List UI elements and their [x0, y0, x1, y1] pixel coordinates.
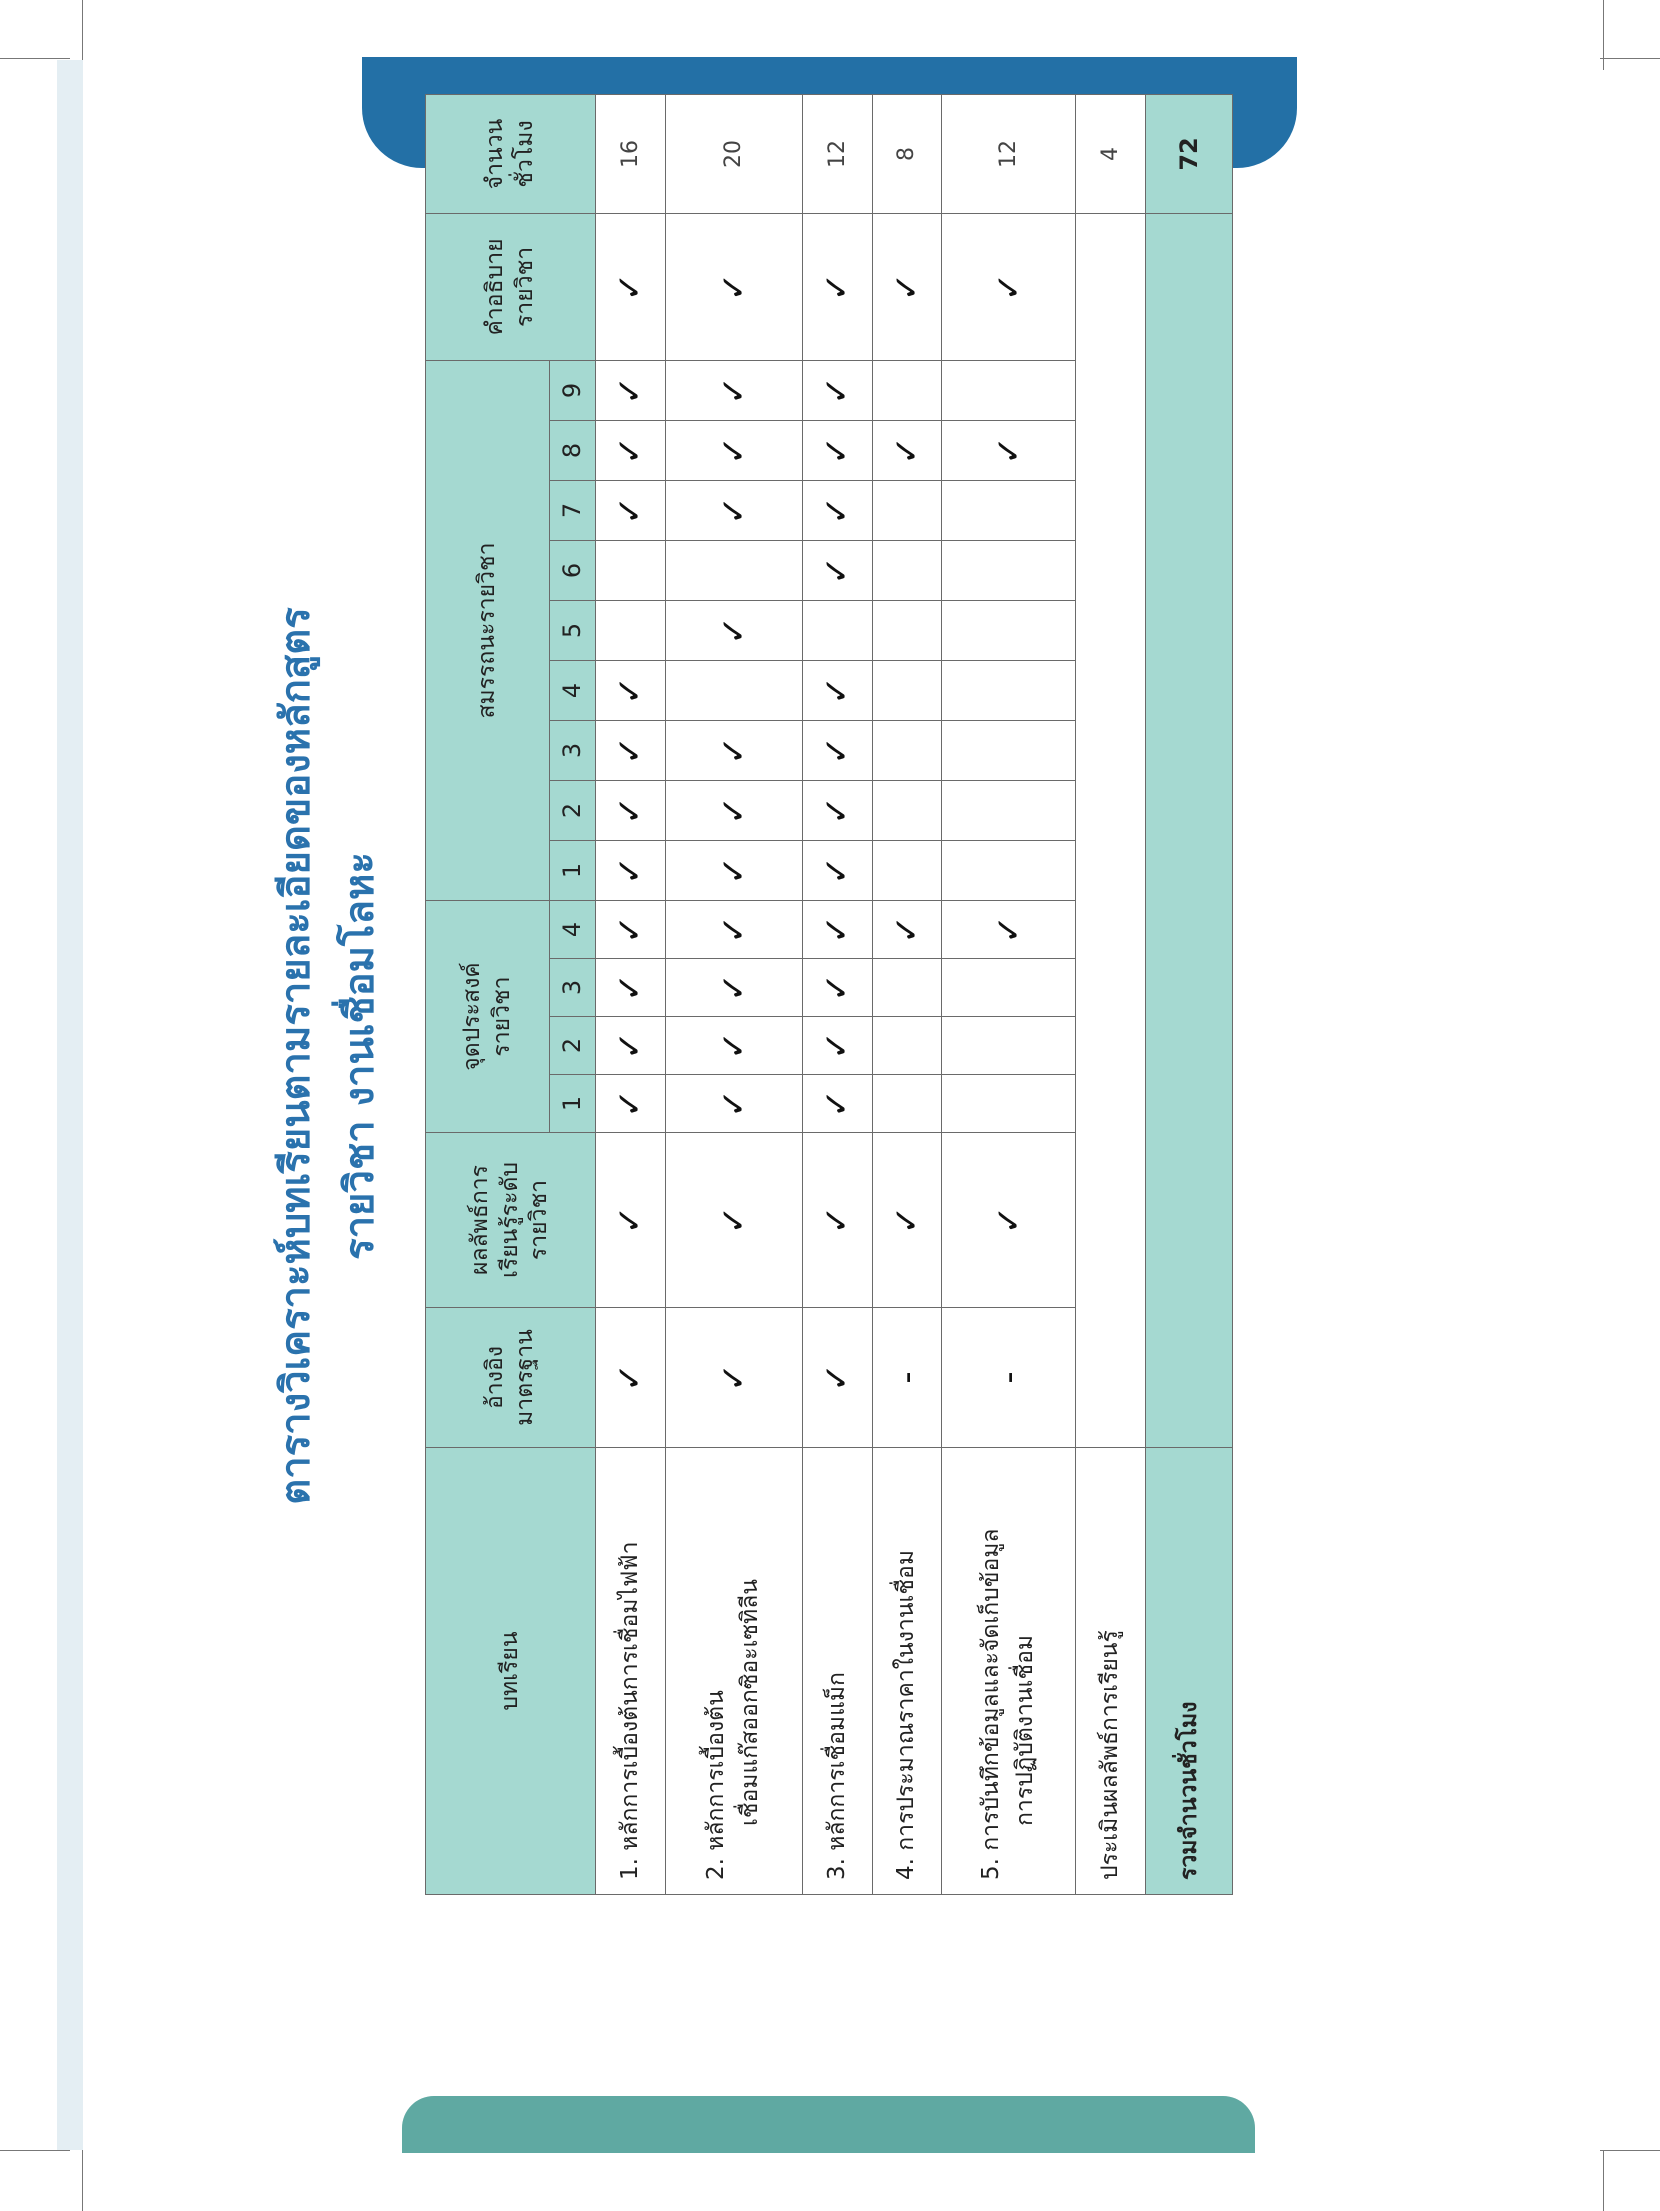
header-course-description: คำอธิบาย รายวิชา	[426, 213, 596, 360]
hours-cell: 16	[596, 94, 666, 213]
objective-cell: ✓	[596, 1075, 666, 1133]
competency-cell: ✓	[665, 841, 802, 901]
competency-cell: ✓	[596, 421, 666, 481]
crop-mark	[1600, 58, 1660, 59]
competency-cell: ✓	[665, 721, 802, 781]
objective-number: 1	[550, 1075, 596, 1133]
competency-cell	[872, 661, 942, 721]
competency-number: 9	[550, 360, 596, 420]
objective-cell	[942, 1075, 1076, 1133]
header-competencies: สมรรถนะรายวิชา	[426, 360, 550, 900]
crop-mark	[1603, 2150, 1604, 2211]
lesson-title-line: 5. การบันทึกข้อมูลและจัดเก็บข้อมูล	[978, 1528, 1005, 1880]
header-objectives: จุดประสงค์ รายวิชา	[426, 901, 550, 1133]
objective-cell	[872, 959, 942, 1017]
total-row	[1145, 94, 1232, 1894]
competency-cell	[942, 661, 1076, 721]
objective-cell	[872, 1075, 942, 1133]
lesson-title	[872, 1448, 942, 1895]
lesson-title	[942, 1448, 1076, 1895]
standard-cell: ✓	[665, 1308, 802, 1448]
lesson-title	[596, 1448, 666, 1895]
competency-cell	[665, 661, 802, 721]
description-cell: ✓	[665, 213, 802, 360]
objective-cell: ✓	[665, 1075, 802, 1133]
competency-cell	[872, 601, 942, 661]
crop-mark	[0, 58, 70, 59]
lesson-title-line: เชื่อมแก๊สออกซิอะเซทิลีน	[736, 1578, 763, 1826]
competency-cell: ✓	[596, 781, 666, 841]
footer-band	[402, 2096, 1255, 2153]
objective-cell: ✓	[802, 959, 872, 1017]
hours-cell: 8	[872, 94, 942, 213]
lesson-row	[665, 94, 802, 1894]
objective-cell: ✓	[665, 959, 802, 1017]
lesson-title-line: 2. หลักการเบื้องต้น	[703, 1690, 730, 1880]
hours-cell: 20	[665, 94, 802, 213]
hours-cell: 12	[942, 94, 1076, 213]
objective-cell: ✓	[596, 901, 666, 959]
competency-cell	[942, 360, 1076, 420]
lesson-title	[802, 1448, 872, 1895]
competency-cell: ✓	[665, 421, 802, 481]
competency-cell	[942, 481, 1076, 541]
competency-cell: ✓	[942, 421, 1076, 481]
outcome-cell: ✓	[596, 1133, 666, 1308]
assessment-empty	[1076, 213, 1146, 1447]
page-subtitle: รายวิชา งานเชื่อมโลหะ	[336, 852, 383, 1260]
crop-mark	[1600, 2150, 1660, 2151]
competency-cell	[872, 781, 942, 841]
objective-cell: ✓	[802, 901, 872, 959]
standard-cell: -	[942, 1308, 1076, 1448]
competency-cell: ✓	[802, 661, 872, 721]
objective-cell	[942, 1017, 1076, 1075]
lesson-analysis-table	[425, 94, 1233, 1895]
objective-cell: ✓	[872, 901, 942, 959]
standard-cell: -	[872, 1308, 942, 1448]
competency-number: 5	[550, 601, 596, 661]
objective-number: 2	[550, 1017, 596, 1075]
competency-cell: ✓	[596, 360, 666, 420]
objective-cell: ✓	[802, 1075, 872, 1133]
competency-cell: ✓	[802, 360, 872, 420]
competency-cell: ✓	[665, 360, 802, 420]
competency-cell	[872, 541, 942, 601]
total-label: รวมจำนวนชั่วโมง	[1145, 1448, 1232, 1895]
crop-mark	[82, 2150, 83, 2211]
objective-cell: ✓	[665, 1017, 802, 1075]
competency-cell: ✓	[802, 481, 872, 541]
competency-cell: ✓	[802, 421, 872, 481]
lesson-title-line: 1. หลักการเบื้องต้นการเชื่อมไฟฟ้า	[616, 1541, 643, 1880]
competency-cell	[665, 541, 802, 601]
competency-number: 7	[550, 481, 596, 541]
page-title: ตารางวิเคราะห์บทเรียนตามรายละเอียดของหลักสูตร	[272, 607, 319, 1505]
outcome-cell: ✓	[872, 1133, 942, 1308]
crop-mark	[1603, 0, 1604, 70]
competency-number: 2	[550, 781, 596, 841]
competency-cell: ✓	[596, 721, 666, 781]
competency-cell	[942, 601, 1076, 661]
crop-mark	[0, 2150, 70, 2151]
lesson-title-line: การปฏิบัติงานเชื่อม	[1011, 1634, 1038, 1826]
competency-cell: ✓	[802, 841, 872, 901]
page-spine	[57, 60, 83, 2150]
total-hours: 72	[1145, 94, 1232, 213]
competency-number: 4	[550, 661, 596, 721]
competency-cell: ✓	[872, 421, 942, 481]
standard-cell: ✓	[596, 1308, 666, 1448]
objective-cell: ✓	[665, 901, 802, 959]
competency-cell: ✓	[665, 781, 802, 841]
description-cell: ✓	[802, 213, 872, 360]
competency-number: 6	[550, 541, 596, 601]
objective-cell: ✓	[942, 901, 1076, 959]
competency-cell: ✓	[665, 601, 802, 661]
objective-cell	[942, 959, 1076, 1017]
objective-cell: ✓	[596, 1017, 666, 1075]
competency-cell	[596, 541, 666, 601]
objective-number: 4	[550, 901, 596, 959]
description-cell: ✓	[872, 213, 942, 360]
competency-cell	[872, 841, 942, 901]
competency-cell	[942, 781, 1076, 841]
competency-cell: ✓	[802, 721, 872, 781]
competency-cell	[872, 360, 942, 420]
competency-cell	[872, 481, 942, 541]
rotated-page-content	[227, 118, 1247, 1970]
assessment-label: ประเมินผลลัพธ์การเรียนรู้	[1076, 1448, 1146, 1895]
lesson-title	[665, 1448, 802, 1895]
competency-cell	[942, 841, 1076, 901]
description-cell: ✓	[942, 213, 1076, 360]
standard-cell: ✓	[802, 1308, 872, 1448]
outcome-cell: ✓	[942, 1133, 1076, 1308]
assessment-hours: 4	[1076, 94, 1146, 213]
outcome-cell: ✓	[665, 1133, 802, 1308]
total-empty	[1145, 213, 1232, 1447]
objective-cell: ✓	[596, 959, 666, 1017]
competency-number: 1	[550, 841, 596, 901]
lesson-row	[802, 94, 872, 1894]
competency-cell	[942, 541, 1076, 601]
lesson-row	[872, 94, 942, 1894]
lesson-row	[942, 94, 1076, 1894]
header-hours: จำนวน ชั่วโมง	[426, 94, 596, 213]
competency-cell	[942, 721, 1076, 781]
competency-cell: ✓	[596, 661, 666, 721]
competency-cell	[596, 601, 666, 661]
competency-cell: ✓	[596, 841, 666, 901]
competency-number: 8	[550, 421, 596, 481]
header-learning-outcome: ผลลัพธ์การ เรียนรู้ระดับ รายวิชา	[426, 1133, 596, 1308]
lesson-row	[596, 94, 666, 1894]
objective-cell	[872, 1017, 942, 1075]
hours-cell: 12	[802, 94, 872, 213]
assessment-row	[1076, 94, 1146, 1894]
header-lesson: บทเรียน	[426, 1448, 596, 1895]
competency-cell	[802, 601, 872, 661]
lesson-title-line: 3. หลักการเชื่อมแม็ก	[823, 1672, 850, 1880]
header-standard-ref: อ้างอิง มาตรฐาน	[426, 1308, 596, 1448]
outcome-cell: ✓	[802, 1133, 872, 1308]
competency-cell: ✓	[596, 481, 666, 541]
objective-cell: ✓	[802, 1017, 872, 1075]
lesson-title-line: 4. การประมาณราคาในงานเชื่อม	[893, 1549, 920, 1880]
competency-cell	[872, 721, 942, 781]
objective-number: 3	[550, 959, 596, 1017]
description-cell: ✓	[596, 213, 666, 360]
competency-cell: ✓	[802, 781, 872, 841]
competency-cell: ✓	[665, 481, 802, 541]
competency-cell: ✓	[802, 541, 872, 601]
competency-number: 3	[550, 721, 596, 781]
